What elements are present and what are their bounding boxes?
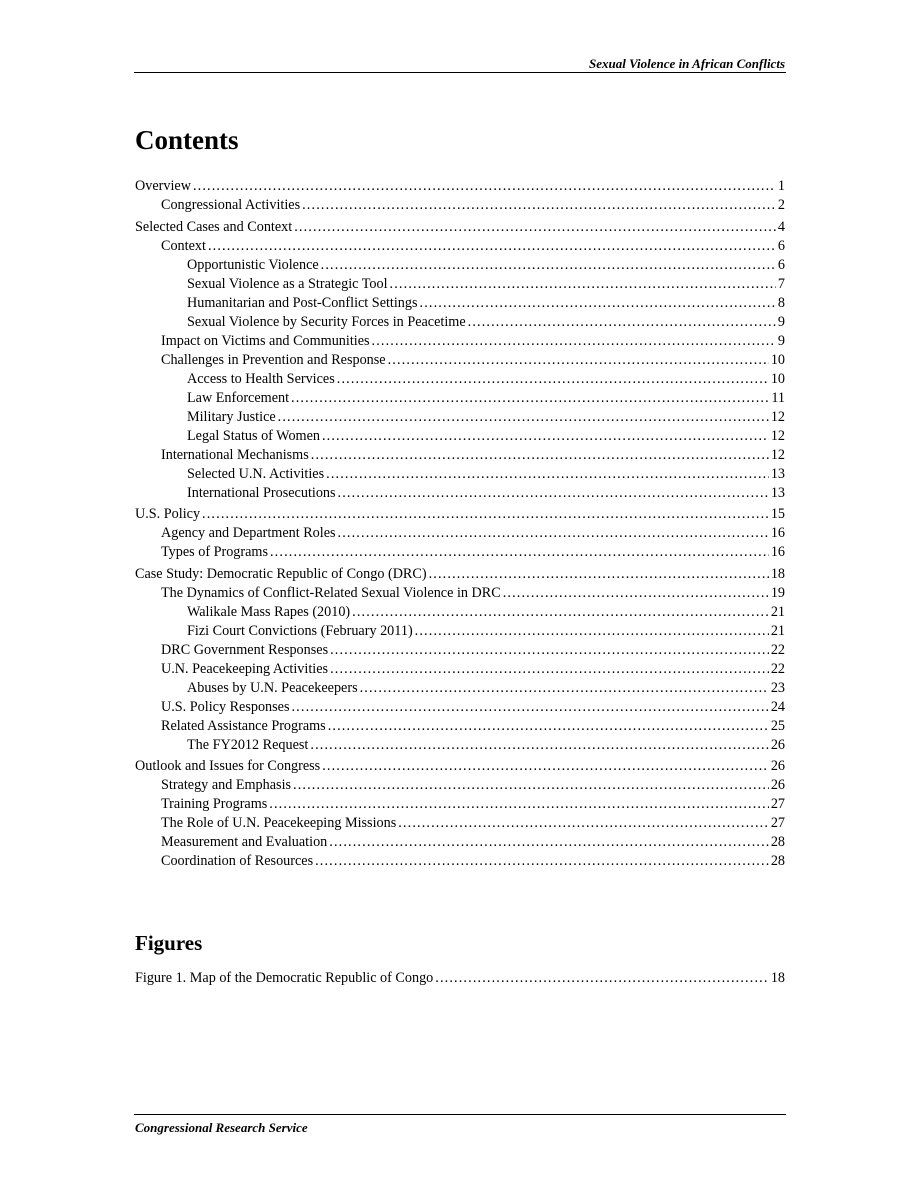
toc-entry-page: 6 [777, 256, 785, 273]
toc-entry[interactable] [135, 465, 785, 484]
toc-entry-page: 22 [770, 641, 785, 658]
figures-heading: Figures [135, 931, 203, 955]
toc-entry-title: Types of Programs [161, 544, 268, 560]
toc-entry[interactable] [135, 717, 785, 736]
dot-leader [338, 524, 769, 543]
toc-entry[interactable] [135, 484, 785, 503]
toc-entry-page: 10 [770, 370, 785, 387]
toc-entry-title: The Role of U.N. Peacekeeping Missions [161, 815, 397, 831]
toc-entry-title: International Mechanisms [161, 446, 309, 463]
toc-entry-title: Sexual Violence by Security Forces in Peacetime [187, 313, 466, 330]
toc-entry-page: 9 [777, 332, 785, 349]
toc-entry[interactable] [135, 969, 785, 988]
toc-entry[interactable] [135, 584, 785, 603]
toc-entry-page: 4 [777, 218, 785, 235]
toc-entry-page: 7 [777, 275, 785, 292]
toc-entry[interactable] [135, 795, 785, 814]
toc-entry-page: 6 [777, 237, 785, 254]
toc-entry[interactable] [135, 679, 785, 698]
dot-leader [315, 852, 769, 871]
toc-entry-page: 27 [770, 815, 785, 831]
dot-leader [293, 776, 769, 795]
toc-entry-title: Measurement and Evaluation [161, 834, 328, 850]
toc-entry-page: 24 [770, 698, 785, 715]
toc-entry-title: Sexual Violence as a Strategic Tool [187, 275, 388, 292]
dot-leader [330, 660, 769, 679]
toc-entry-page: 28 [770, 834, 785, 850]
dot-leader [390, 275, 776, 294]
toc-entry-title: Overview [135, 178, 191, 194]
toc-entry[interactable] [135, 177, 785, 196]
dot-leader [415, 622, 769, 641]
toc-entry-title: Military Justice [187, 408, 276, 425]
toc-entry-title: Training Programs [161, 796, 268, 812]
toc-entry-page: 26 [770, 777, 785, 793]
toc-entry-title: Coordination of Resources [161, 853, 314, 869]
footer-divider [134, 1114, 786, 1115]
toc-entry-title: International Prosecutions [187, 484, 336, 501]
footer-publisher: Congressional Research Service [135, 1120, 308, 1135]
toc-entry[interactable] [135, 408, 785, 427]
toc-entry-title: Impact on Victims and Communities [161, 332, 370, 349]
toc-entry-page: 2 [777, 197, 785, 213]
dot-leader [388, 351, 769, 370]
toc-entry-title: Access to Health Services [187, 370, 335, 387]
dot-leader [291, 698, 768, 717]
toc-entry-title: Figure 1. Map of the Democratic Republic of Congo [135, 970, 434, 986]
dot-leader [311, 446, 769, 465]
toc-entry[interactable] [135, 524, 785, 543]
toc-entry-title: Legal Status of Women [187, 427, 320, 444]
toc-entry-page: 12 [770, 408, 785, 425]
toc-entry[interactable] [135, 218, 785, 237]
dot-leader [435, 969, 769, 988]
list-of-figures [135, 969, 785, 988]
toc-entry-title: U.S. Policy [135, 506, 201, 522]
toc-entry[interactable] [135, 446, 785, 465]
dot-leader [329, 833, 769, 852]
toc-entry-page: 21 [770, 622, 785, 639]
dot-leader [291, 389, 769, 408]
dot-leader [352, 603, 769, 622]
toc-entry-title: Fizi Court Convictions (February 2011) [187, 622, 413, 639]
toc-entry-page: 10 [770, 351, 785, 368]
toc-entry[interactable] [135, 852, 785, 871]
toc-entry-title: Selected U.N. Activities [187, 465, 325, 482]
toc-entry-title: Selected Cases and Context [135, 218, 293, 235]
toc-entry[interactable] [135, 389, 785, 408]
toc-entry[interactable] [135, 427, 785, 446]
toc-entry-page: 16 [770, 544, 785, 560]
toc-entry-page: 26 [770, 758, 785, 774]
dot-leader [503, 584, 769, 603]
dot-leader [321, 256, 776, 275]
dot-leader [372, 332, 776, 351]
dot-leader [302, 196, 776, 215]
dot-leader [328, 717, 769, 736]
toc-entry-page: 12 [770, 446, 785, 463]
toc-entry[interactable] [135, 622, 785, 641]
toc-entry[interactable] [135, 660, 785, 679]
toc-entry-page: 27 [770, 796, 785, 812]
toc-entry-page: 11 [771, 389, 785, 406]
toc-entry-title: Agency and Department Roles [161, 525, 336, 541]
dot-leader [202, 505, 769, 524]
toc-entry-page: 19 [770, 584, 785, 601]
dot-leader [269, 795, 769, 814]
toc-entry-title: Opportunistic Violence [187, 256, 319, 273]
toc-entry[interactable] [135, 776, 785, 795]
dot-leader [338, 484, 769, 503]
dot-leader [326, 465, 769, 484]
dot-leader [322, 757, 769, 776]
toc-entry-page: 28 [770, 853, 785, 869]
toc-entry[interactable] [135, 698, 785, 717]
dot-leader [468, 313, 776, 332]
dot-leader [294, 218, 776, 237]
toc-entry[interactable] [135, 641, 785, 660]
toc-entry-title: Congressional Activities [161, 197, 301, 213]
dot-leader [208, 237, 776, 256]
toc-entry[interactable] [135, 275, 785, 294]
table-of-contents [135, 177, 785, 871]
dot-leader [429, 565, 769, 584]
toc-entry[interactable] [135, 505, 785, 524]
dot-leader [278, 408, 769, 427]
toc-entry[interactable] [135, 833, 785, 852]
dot-leader [330, 641, 769, 660]
toc-entry[interactable] [135, 237, 785, 256]
toc-entry-page: 1 [777, 178, 785, 194]
toc-entry-page: 13 [770, 484, 785, 501]
toc-entry[interactable] [135, 256, 785, 275]
toc-entry[interactable] [135, 370, 785, 389]
toc-entry-title: Law Enforcement [187, 389, 290, 406]
toc-entry[interactable] [135, 294, 785, 313]
toc-entry-title: Outlook and Issues for Congress [135, 758, 321, 774]
toc-entry-page: 15 [770, 506, 785, 522]
toc-entry-page: 18 [770, 970, 785, 986]
toc-entry-page: 8 [777, 294, 785, 311]
toc-entry-title: Humanitarian and Post-Conflict Settings [187, 294, 418, 311]
toc-entry-page: 22 [770, 660, 785, 677]
toc-entry[interactable] [135, 351, 785, 370]
dot-leader [337, 370, 769, 389]
toc-entry-title: U.N. Peacekeeping Activities [161, 660, 329, 677]
toc-entry-page: 21 [770, 603, 785, 620]
toc-entry-page: 12 [770, 427, 785, 444]
toc-entry[interactable] [135, 565, 785, 584]
toc-entry-title: Challenges in Prevention and Response [161, 351, 386, 368]
dot-leader [322, 427, 769, 446]
toc-entry-title: Abuses by U.N. Peacekeepers [187, 679, 358, 696]
toc-entry-title: Context [161, 237, 206, 254]
toc-entry-page: 18 [770, 565, 785, 582]
toc-entry-title: The FY2012 Request [187, 736, 309, 753]
toc-entry-page: 13 [770, 465, 785, 482]
toc-entry[interactable] [135, 313, 785, 332]
dot-leader [310, 736, 768, 755]
toc-entry[interactable] [135, 543, 785, 562]
toc-entry[interactable] [135, 603, 785, 622]
contents-heading: Contents [135, 125, 239, 155]
running-header-title: Sexual Violence in African Conflicts [589, 56, 785, 71]
toc-entry[interactable] [135, 814, 785, 833]
toc-entry-page: 26 [770, 736, 785, 753]
toc-entry-page: 23 [770, 679, 785, 696]
dot-leader [360, 679, 769, 698]
toc-entry-title: Walikale Mass Rapes (2010) [187, 603, 351, 620]
toc-entry[interactable] [135, 757, 785, 776]
toc-entry[interactable] [135, 736, 785, 755]
toc-entry-page: 25 [770, 717, 785, 734]
toc-entry[interactable] [135, 196, 785, 215]
toc-entry-title: Related Assistance Programs [161, 717, 326, 734]
toc-entry-title: U.S. Policy Responses [161, 698, 290, 715]
toc-entry[interactable] [135, 332, 785, 351]
dot-leader [193, 177, 776, 196]
dot-leader [420, 294, 776, 313]
toc-entry-page: 16 [770, 525, 785, 541]
toc-entry-title: Case Study: Democratic Republic of Congo (DRC) [135, 565, 427, 582]
dot-leader [270, 543, 769, 562]
toc-entry-title: DRC Government Responses [161, 641, 329, 658]
dot-leader [398, 814, 769, 833]
toc-entry-page: 9 [777, 313, 785, 330]
toc-entry-title: Strategy and Emphasis [161, 777, 292, 793]
toc-entry-title: The Dynamics of Conflict-Related Sexual Violence in DRC [161, 584, 501, 601]
header-divider [134, 72, 786, 73]
